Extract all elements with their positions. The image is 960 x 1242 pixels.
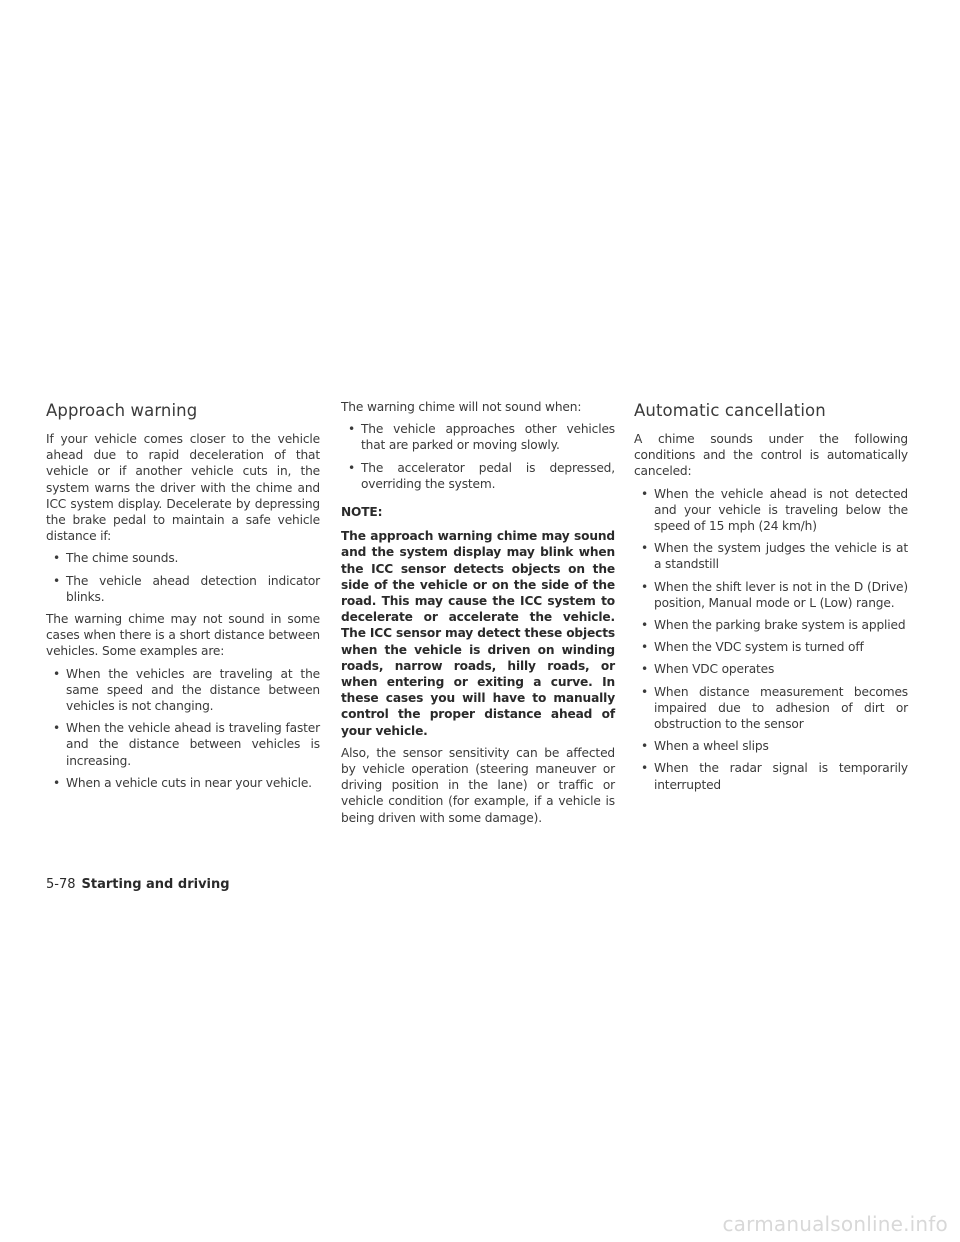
list-item: • When the system judges the vehicle is at a standstill [641,541,908,572]
approach-warning-conditions-list [46,550,320,605]
cancellation-intro: A chime sounds under the following conditions and the control is automatically canceled: [634,432,908,479]
bullet-icon: • [53,573,61,588]
bullet-icon: • [53,666,61,681]
list-item: • The vehicle approaches other vehicles that are parked or moving slowly. [348,422,615,453]
short-distance-paragraph: The warning chime may not sound in some cases when there is a short distance between vehicles. Some examples are: [46,612,320,659]
bullet-icon: • [641,662,649,677]
bullet-icon: • [53,775,61,790]
bullet-icon: • [348,460,356,475]
list-item: • When the vehicle ahead is not detected and your vehicle is traveling below the speed of 15 mph (24 km/h) [641,486,908,534]
list-item: • When the VDC system is turned off [641,640,864,655]
column-automatic-cancellation [634,400,908,799]
no-chime-list [341,421,615,492]
list-item: • When the vehicle ahead is traveling faster and the distance between vehicles is increasing. [53,721,320,768]
bullet-icon: • [348,422,356,437]
bullet-icon: • [53,551,61,566]
list-item: • The accelerator pedal is depressed, overriding the system. [348,460,615,491]
note-label: NOTE: [341,505,383,520]
bullet-icon: • [641,761,649,776]
short-distance-examples-list [46,666,320,791]
page-number: 5-78 [46,877,76,892]
list-item: • When the shift lever is not in the D (Drive) position, Manual mode or L (Low) range. [641,579,908,610]
list-item: • When VDC operates [641,662,775,677]
list-item: • When distance measurement becomes impaired due to adhesion of dirt or obstruction to the sensor [641,684,908,732]
no-chime-intro: The warning chime will not sound when: [341,400,582,414]
column-approach-warning [46,400,320,797]
cancellation-conditions-list [634,486,908,793]
bullet-icon: • [641,684,649,699]
list-item: • When a vehicle cuts in near your vehicle. [53,775,312,790]
bullet-icon: • [641,579,649,594]
bullet-icon: • [641,618,649,633]
bullet-icon: • [641,541,649,556]
bullet-icon: • [641,640,649,655]
bullet-icon: • [641,486,649,501]
list-item: • The chime sounds. [53,551,179,566]
column-warning-chime [341,400,615,832]
bullet-icon: • [53,721,61,736]
list-item: • When the vehicles are traveling at the same speed and the distance between vehicles is not changing. [53,666,320,714]
section-title: Starting and driving [81,877,230,892]
page-footer [46,876,230,894]
list-item: • When the parking brake system is applied [641,618,906,633]
list-item: • When a wheel slips [641,739,769,754]
watermark: carmanualsonline.info [722,1212,948,1236]
sensor-sensitivity-paragraph: Also, the sensor sensitivity can be affected by vehicle operation (steering maneuver or driving position in the lane) or traffic or vehicle condition (for example, if a vehicle is being driven with some damage). [341,745,615,825]
list-item: • When the radar signal is temporarily interrupted [641,761,908,792]
heading-automatic-cancellation: Automatic cancellation [634,401,826,420]
approach-warning-intro: If your vehicle comes closer to the vehicle ahead due to rapid deceleration of that vehicle or if another vehicle cuts in, the system warns the driver with the chime and ICC system display. Decelerate by depressing the brake pedal to maintain a safe vehicle distance if: [46,432,320,544]
bullet-icon: • [641,739,649,754]
heading-approach-warning: Approach warning [46,401,198,420]
note-text: The approach warning chime may sound and the system display may blink when the ICC sensor detects objects on the side of the vehicle or on the side of the road. This may cause the ICC system to decelerate or accelerate the vehicle. The ICC sensor may detect these objects when the vehicle is driven on winding roads, narrow roads, hilly roads, or when entering or exiting a curve. In these cases you will have to manually control the proper distance ahead of your vehicle. [341,529,615,738]
list-item: • The vehicle ahead detection indicator blinks. [53,573,320,604]
